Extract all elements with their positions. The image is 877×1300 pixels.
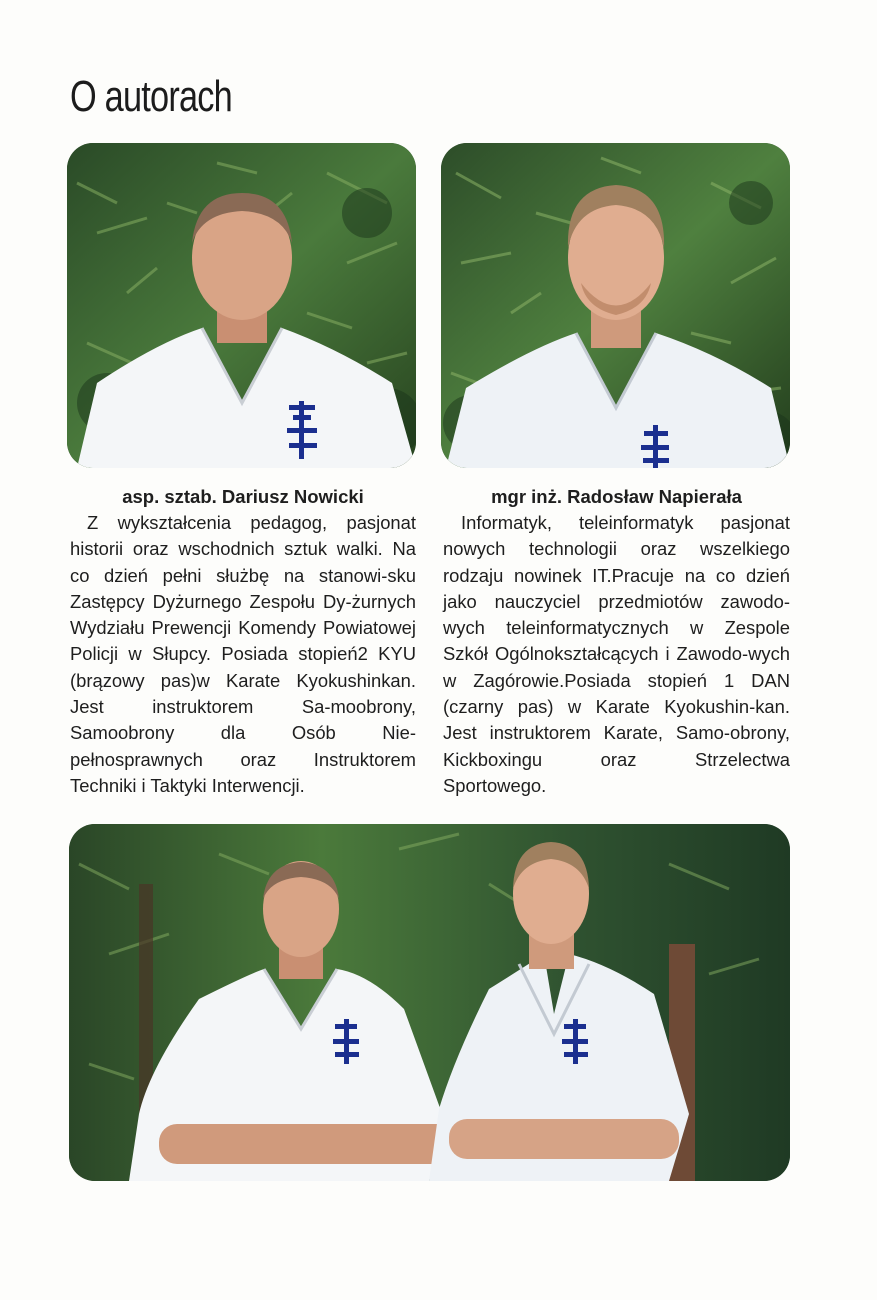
- author-name: asp. sztab. Dariusz Nowicki: [122, 486, 364, 507]
- author-bio-nowicki: [70, 484, 416, 799]
- author-photo-napierala: [441, 143, 790, 468]
- author-photo-nowicki: [67, 143, 416, 468]
- author-name: mgr inż. Radosław Napierała: [491, 486, 742, 507]
- author-bio-napierala: [443, 484, 790, 799]
- author-description: Informatyk, teleinformatyk pasjonat nowych technologii oraz wszelkiego rodzaju nowinek IT.Pracuje na co dzień jako nauczyciel przedmiotów zawodo-wych teleinformatycznych w Zespole Szkół Ogólnokształcących i Zawodo-wych w Zagórowie.Posiada stopień 1 DAN (czarny pas) w Karate Kyokushin-kan. Jest instruktorem Karate, Samo-obrony, Kickboxingu oraz Strzelectwa Sportowego.: [443, 512, 790, 796]
- authors-group-photo: [69, 824, 790, 1181]
- author-description: Z wykształcenia pedagog, pasjonat historii oraz wschodnich sztuk walki. Na co dzień pełni służbę na stanowi-sku Zastępcy Dyżurnego Zespołu Dy-żurnych Wydziału Prewencji Komendy Powiatowej Policji w Słupcy. Posiada stopień2 KYU (brązowy pas)w Karate Kyokushinkan. Jest instruktorem Sa-moobrony, Samoobrony dla Osób Nie-pełnosprawnych oraz Instruktorem Techniki i Taktyki Interwencji.: [70, 512, 416, 796]
- page-title: O autorach: [70, 72, 232, 121]
